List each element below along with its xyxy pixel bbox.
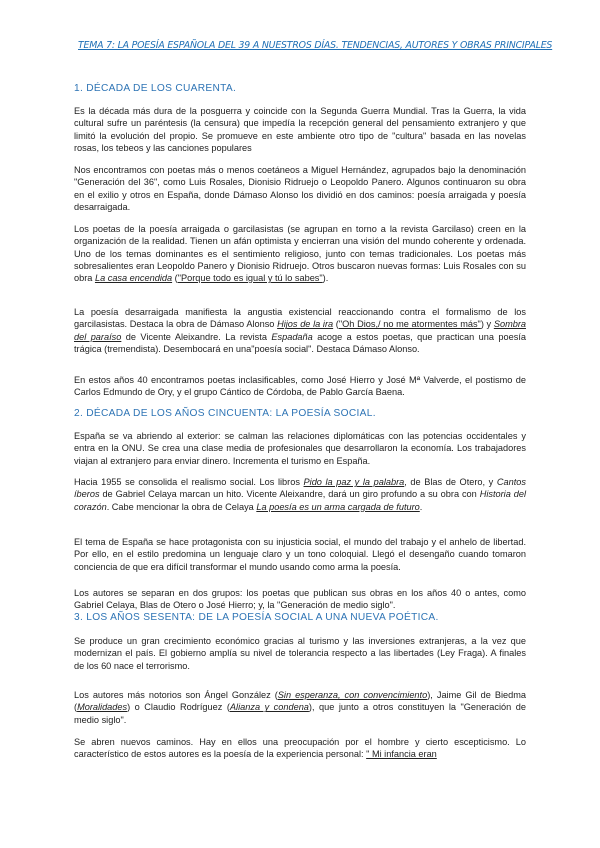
paragraph-1-5 bbox=[74, 374, 526, 398]
work-title: La casa encendida bbox=[94, 273, 173, 283]
paragraph-text: Hacia 1955 se consolida el realismo social. Los libros bbox=[74, 477, 304, 488]
paragraph-text: Se abren nuevos caminos. Hay en ellos una preocupación por el hombre y cierto escepticismo. Lo característico de estos autores es la poesía de la experiencia personal: bbox=[74, 737, 526, 760]
verse-quote: "Porque todo es igual y tú lo sabes" bbox=[177, 273, 323, 283]
work-title: Moralidades bbox=[77, 702, 128, 713]
section-heading-2: 2. DÉCADA DE LOS AÑOS CINCUENTA: LA POESÍA SOCIAL. bbox=[74, 408, 376, 419]
journal-title: Espadaña bbox=[271, 331, 313, 342]
paragraph-text: ), Jaime Gil de Biedma ( bbox=[74, 690, 526, 713]
paragraph-text: Es la década más dura de la posguerra y coincide con la Segunda Guerra Mundial. Tras la Guerra, la vida cultural sufre un paréntesis (la censura) que impedía la recepción general del pensamiento extranjero y que limitó la evolución del propio. Se promueve en este ambiente otro tipo de "cultura" basada en las novelas rosas, los tebeos y las canciones populares bbox=[74, 106, 526, 153]
paragraph-text: ( bbox=[333, 319, 339, 330]
paragraph-3-2 bbox=[74, 689, 526, 726]
paragraph-text: , de Blas de Otero, y bbox=[404, 477, 497, 488]
work-title: Pido la paz y la palabra bbox=[303, 477, 405, 488]
work-title: Sombra del paraíso bbox=[74, 319, 526, 342]
work-title: Hijos de la ira bbox=[277, 319, 334, 330]
paragraph-text: ), que junto a otros constituyen la "Generación de medio siglo". bbox=[74, 702, 526, 725]
paragraph-text: Los autores más notorios son Ángel González ( bbox=[74, 690, 278, 701]
paragraph-1-1 bbox=[74, 105, 526, 154]
verse-quote: " Mi infancia eran bbox=[366, 749, 437, 760]
paragraph-text: Los autores se separan en dos grupos: los poetas que publican sus obras en los años 40 o antes, como Gabriel Celaya, Blas de Otero o José Hierro; y, la "Generación de medio siglo". bbox=[74, 588, 526, 611]
paragraph-2-3 bbox=[74, 536, 526, 573]
paragraph-text: El tema de España se hace protagonista con su injusticia social, el mundo del trabajo y el anhelo de libertad. Por ello, en el estilo predomina un lenguaje claro y un tono coloquial. Llegó el desengaño cuando tomaron conciencia de que era difícil transformar el mundo usando como arma la poesía. bbox=[74, 537, 526, 572]
paragraph-text: Se produce un gran crecimiento económico gracias al turismo y las inversiones extranjeras, a la vez que modernizan el país. El gobierno amplía su nivel de tolerancia respecto a las libertades (Ley Fraga). A finales de los 60 nace el terrorismo. bbox=[74, 636, 526, 671]
paragraph-text: La poesía desarraigada manifiesta la angustia existencial reaccionando contra el formalismo de los garcilasistas. Destaca la obra de Dámaso Alonso bbox=[74, 307, 526, 330]
paragraph-2-1 bbox=[74, 430, 526, 467]
paragraph-text: España se va abriendo al exterior: se calman las relaciones diplomáticas con las potencias occidentales y entra en la ONU. Se crea una clase media de profesionales que desarrollaron la economía. Los trabajadores viajan al extranjero para enviar dinero. Incrementa el turismo en España. bbox=[74, 431, 526, 466]
paragraph-2-2 bbox=[74, 476, 526, 513]
paragraph-text: En estos años 40 encontramos poetas inclasificables, como José Hierro y José Mª Valverde, el postismo de Carlos Edmundo de Ory, y el grupo Cántico de Córdoba, de Pablo García Baena. bbox=[74, 375, 526, 398]
paragraph-1-3 bbox=[74, 223, 526, 284]
paragraph-text: Nos encontramos con poetas más o menos coetáneos a Miguel Hernández, agrupados bajo la denominación "Generación del 36", como Luis Rosales, Dionisio Ridruejo o Leopoldo Panero. Algunos continuaron su obra en el exilio y otros en España, donde Dámaso Alonso los dividió en dos caminos: poesía arraigada y poesía desarraigada. bbox=[74, 165, 526, 212]
paragraph-3-3 bbox=[74, 736, 526, 760]
work-title: La poesía es un arma cargada de futuro bbox=[256, 501, 420, 512]
section-heading-1: 1. DÉCADA DE LOS CUARENTA. bbox=[74, 83, 237, 94]
paragraph-text: ( bbox=[172, 273, 178, 283]
paragraph-text: acoge a estos poetas, que practican una poesía trágica (tremendista). Desembocará en una"poesía social". Destaca Dámaso Alonso. bbox=[74, 331, 526, 354]
paragraph-text: de Gabriel Celaya marcan un hito. Vicente Aleixandre, dará un giro profundo a su obra con bbox=[99, 489, 480, 500]
paragraph-text: . Cabe mencionar la obra de Celaya bbox=[106, 501, 257, 512]
section-heading-3: 3. LOS AÑOS SESENTA: DE LA POESÍA SOCIAL A UNA NUEVA POÉTICA. bbox=[74, 612, 439, 623]
work-title: Sin esperanza, con convencimiento bbox=[277, 690, 428, 701]
paragraph-3-1 bbox=[74, 635, 526, 672]
verse-quote: "Oh Dios,/ no me atormentes más" bbox=[338, 319, 481, 330]
work-title: Cantos íberos bbox=[74, 477, 526, 500]
paragraph-1-2 bbox=[74, 164, 526, 213]
paragraph-2-4 bbox=[74, 587, 526, 611]
paragraph-text: ) y bbox=[480, 319, 494, 330]
paragraph-text: Los poetas de la poesía arraigada o garcilasistas (se agrupan en torno a la revista Garcilaso) creen en la organización de la realidad. Tienen un afán optimista y encierran una visión del mundo coherente y ordenada. Uno de los temas dominantes es el sentimiento religioso, junto con temas tradicionales. Los poetas más sobresalientes eran Leopoldo Panero y Dionisio Ridruejo. Otros buscaron nuevas formas: Luis Rosales con su obra bbox=[74, 224, 526, 283]
paragraph-text: ). bbox=[322, 273, 329, 283]
work-title: Alianza y condena bbox=[229, 702, 309, 713]
paragraph-text: de Vicente Aleixandre. La revista bbox=[121, 331, 272, 342]
paragraph-text: . bbox=[419, 501, 423, 512]
paragraph-text: ) o Claudio Rodríguez ( bbox=[127, 702, 230, 713]
document-title: TEMA 7: LA POESÍA ESPAÑOLA DEL 39 A NUESTROS DÍAS. TENDENCIAS, AUTORES Y OBRAS PRINCIPALES bbox=[78, 40, 553, 51]
paragraph-1-4 bbox=[74, 306, 526, 355]
work-title: Historia del corazón bbox=[74, 489, 526, 512]
